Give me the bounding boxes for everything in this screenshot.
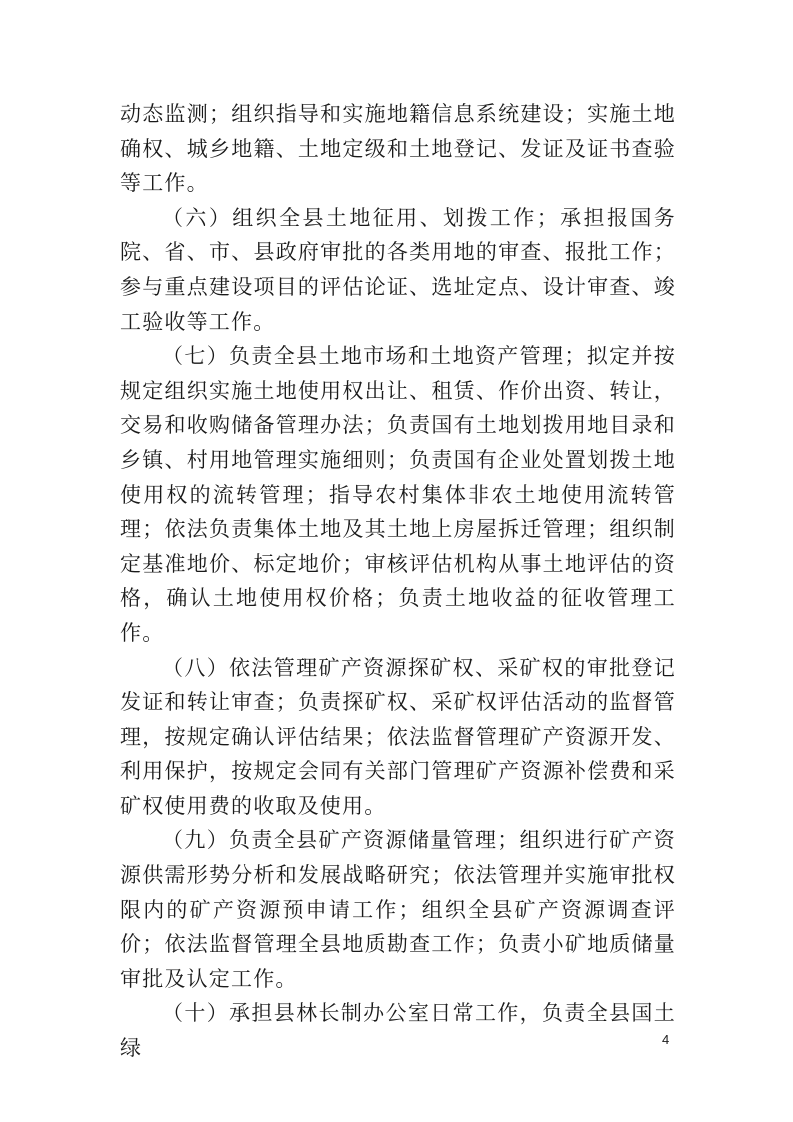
body-text [120, 97, 676, 1066]
paragraph-item-8: （八）依法管理矿产资源探矿权、采矿权的审批登记发证和转让审查；负责探矿权、采矿权评估活动的监督管理，按规定确认评估结果；依法监督管理矿产资源开发、利用保护，按规定会同有关部门管理矿产资源补偿费和采矿权使用费的收取及使用。 [120, 655, 676, 818]
paragraph-item-10: （十）承担县林长制办公室日常工作，负责全县国土绿 [120, 1001, 676, 1061]
page-number: 4 [662, 1032, 670, 1047]
paragraph-item-7: （七）负责全县土地市场和土地资产管理；拟定并按规定组织实施土地使用权出让、租赁、作价出资、转让，交易和收购储备管理办法；负责国有土地划拨用地目录和乡镇、村用地管理实施细则；负责国有企业处置划拨土地使用权的流转管理；指导农村集体非农土地使用流转管理；依法负责集体土地及其土地上房屋拆迁管理；组织制定基准地价、标定地价；审核评估机构从事土地评估的资格，确认土地使用权价格；负责土地收益的征收管理工作。 [120, 344, 676, 645]
paragraph-item-9: （九）负责全县矿产资源储量管理；组织进行矿产资源供需形势分析和发展战略研究；依法管理并实施审批权限内的矿产资源预申请工作；组织全县矿产资源调查评价；依法监督管理全县地质勘查工作；负责小矿地质储量审批及认定工作。 [120, 828, 676, 991]
paragraph-continued: 动态监测；组织指导和实施地籍信息系统建设；实施土地确权、城乡地籍、土地定级和土地登记、发证及证书查验等工作。 [120, 102, 676, 196]
paragraph-item-6: （六）组织全县土地征用、划拨工作；承担报国务院、省、市、县政府审批的各类用地的审查、报批工作；参与重点建设项目的评估论证、选址定点、设计审查、竣工验收等工作。 [120, 205, 676, 334]
